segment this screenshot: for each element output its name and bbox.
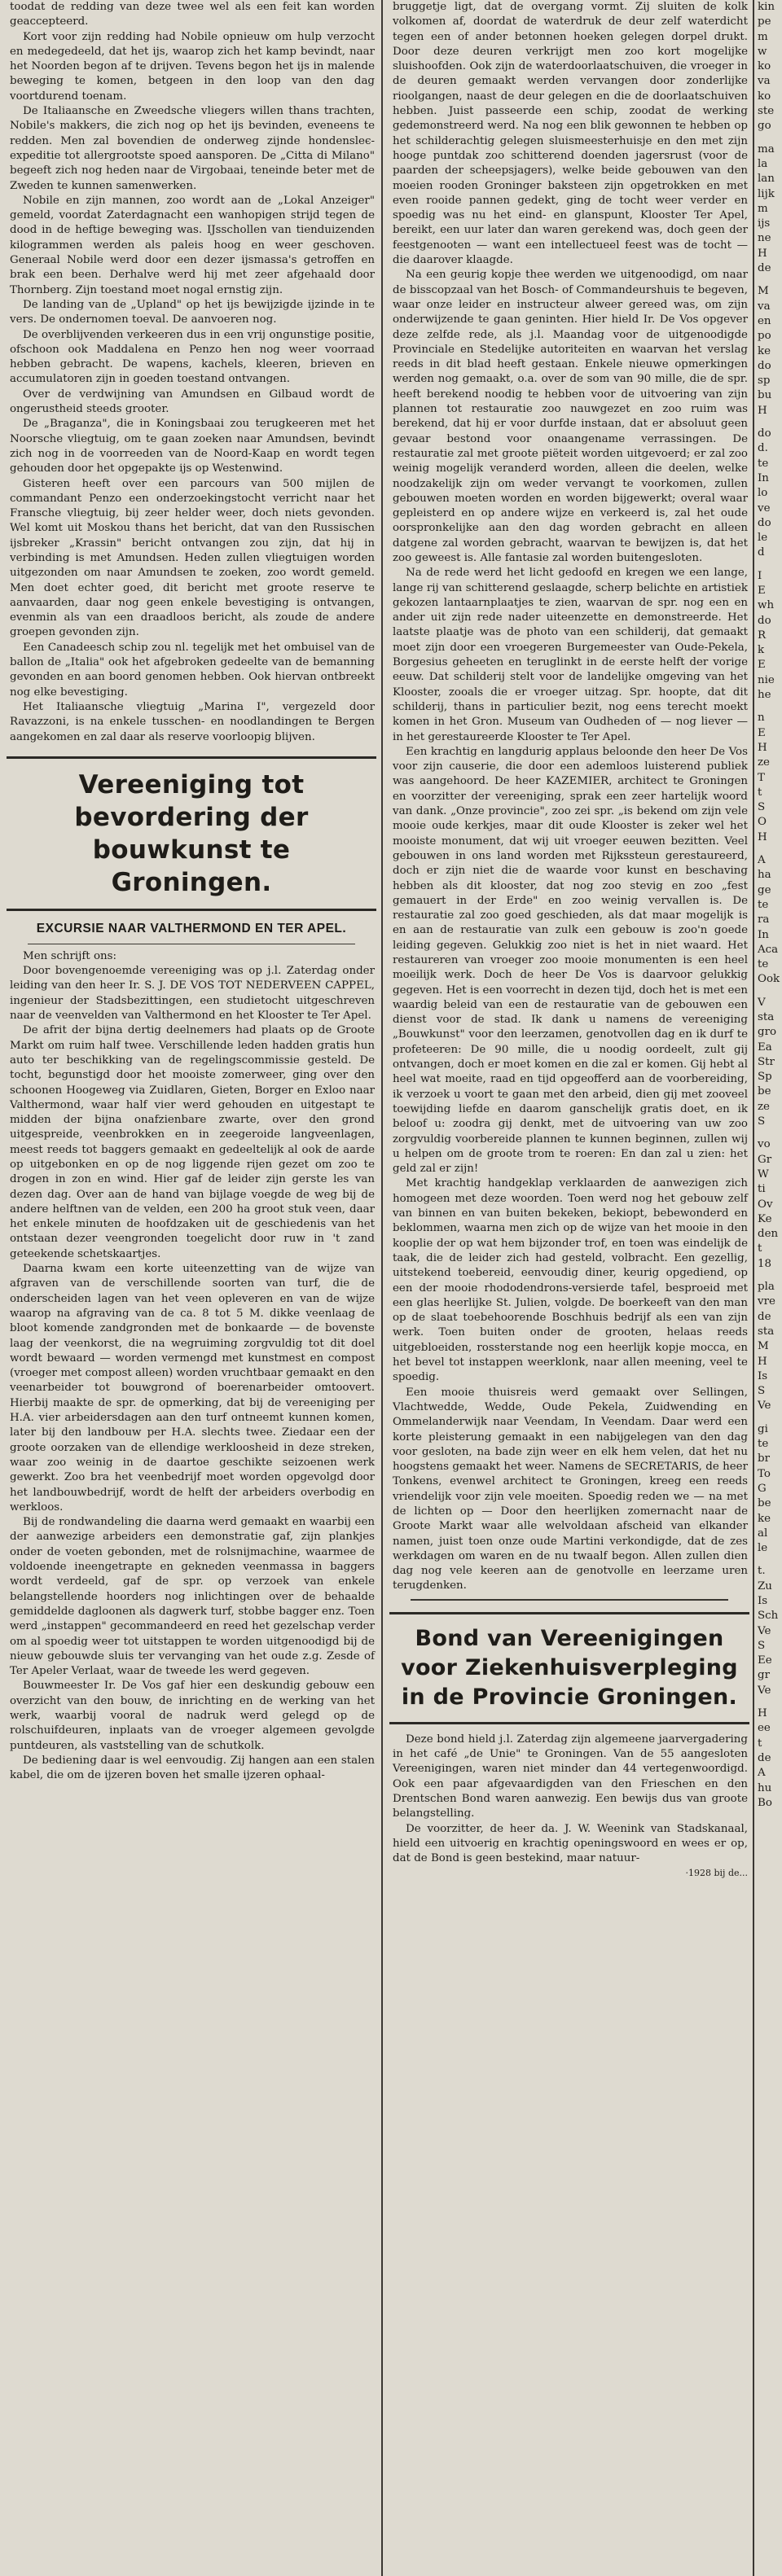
edge-text-fragment: de — [758, 262, 771, 275]
edge-text-fragment: S — [758, 801, 766, 814]
edge-text-fragment: vo — [758, 1138, 771, 1151]
column-middle — [386, 0, 753, 2576]
edge-text-fragment: G — [758, 1482, 767, 1495]
footer-fragment: ·1928 bij de... — [685, 1868, 748, 1879]
edge-text-fragment: Ke — [758, 1212, 772, 1225]
edge-text-fragment: Ve — [758, 1624, 771, 1637]
paragraph: Deze bond hield j.l. Zaterdag zijn algemeene jaarvergadering in het café „de Unie" te Groningen. Van de 55 aangesloten Vereenigingen, waren niet minder dan 44 vertegenwoordigd. Ook een paar afgevaardigden van den Frieschen en den Drentschen Bond waren aanwezig. Een bewijs dus van groote belangstelling. — [393, 1733, 748, 1820]
edge-text-fragment: ze — [758, 1100, 770, 1113]
edge-text-fragment: H — [758, 1355, 767, 1368]
edge-text-fragment: pe — [758, 15, 771, 28]
edge-text-fragment: gro — [758, 1026, 777, 1039]
edge-text-fragment: ste — [758, 105, 775, 118]
edge-text-fragment: Gr — [758, 1153, 772, 1166]
edge-text-fragment: wh — [758, 599, 775, 612]
edge-text-fragment: sp — [758, 375, 771, 388]
paragraph: Daarna kwam een korte uiteenzetting van de wijze van afgraven van de verschillende soorten van turf, die de onderscheiden lagen van het veen opleveren en van de wijze waarop na afgraving van de ca. 8 tot 5 M. dikke veenlaag de bloot komende zandgronden met de bonkaarde — de bovenste laag der veenkorst, die na wegruiming zorgvuldig tot dit doel wordt bewaard — worden vermengd met kunstmest en compost (vroeger met compost alleen) worden vruchtbaar gemaakt en den veenarbeider tot bouwgrond of boerenarbeider omtoovert. Hierbij maakte de spr. de opmerking, dat bij de vereeniging per H.A. vier arbeidersdagen aan den turf ontneemt kunnen komen, later bij den landbouw per H.A. slechts twee. Ziedaar een der groote oorzaken van de ellendige werkloosheid in deze streken, waar zoo weinig in de daartoe geschikte seizoenen werk gewerkt. Zoo bra het veenbedrijf moet worden opgevolgd door het landbouwbedrijf, wordt de helft der arbeiders overbodig en werkloos. — [10, 1263, 375, 1514]
column-rule — [381, 0, 383, 2576]
edge-text-fragment: br — [758, 1452, 770, 1465]
edge-text-fragment: R — [758, 629, 767, 642]
edge-text-fragment: Str — [758, 1055, 775, 1068]
edge-text-fragment: va — [758, 75, 771, 88]
edge-text-fragment: de — [758, 1751, 771, 1764]
edge-text-fragment: w — [758, 45, 767, 58]
article-headline-box — [7, 756, 376, 911]
edge-text-fragment: Ve — [758, 1400, 771, 1413]
edge-text-fragment: de — [758, 1310, 771, 1323]
edge-text-fragment: po — [758, 330, 771, 343]
edge-text-fragment: vre — [758, 1295, 775, 1308]
edge-text-fragment: Is — [758, 1594, 768, 1607]
paragraph: De bediening daar is wel eenvoudig. Zij hangen aan een stalen kabel, die om de ijzeren boven het smalle ijzeren ophaal- — [10, 1754, 375, 1782]
edge-text-fragment: hu — [758, 1781, 772, 1794]
edge-text-fragment: S — [758, 1115, 766, 1128]
edge-text-fragment: lo — [758, 487, 768, 500]
edge-text-fragment: ge — [758, 883, 771, 896]
edge-text-fragment: Sp — [758, 1071, 772, 1084]
paragraph: Met krachtig handgeklap verklaarden de aanwezigen zich homogeen met deze woorden. Toen werd nog het gebouw zelf van binnen en van buiten bekeken, bekiopt, bebewonderd en beklommen, waarna men zich op de wijze van het mooie in den kooplie der op wat hem bijzonder trof, en toen was eindelijk de taak, die de leider zich had gesteld, volbracht. Een gezellig, uitstekend toebereid, eenvoudig diner, keurig opgediend, op een der mooie rhododendrons-versierde tafel, besproeid met een glas heerlijke St. Julien, volgde. De boerkeeft van den man op de slaat toebehoorende Boschhuis bedrijf als een van zijn werk. Toen buiten onder de grooten, helaas reeds uitgebloeiden, rossterstande nog een heerlijk kopje mocca, en het bevel tot instappen weerklonk, naar allen meening, veel te spoedig. — [393, 1177, 748, 1384]
edge-text-fragment: pla — [758, 1281, 775, 1294]
edge-text-fragment: In — [758, 928, 769, 941]
edge-text-fragment: Ee — [758, 1654, 772, 1667]
edge-text-fragment: m — [758, 202, 768, 215]
paragraph: Men schrijft ons: — [23, 949, 117, 962]
edge-text-fragment: kin — [758, 1, 775, 13]
edge-text-fragment: E — [758, 659, 766, 672]
article-headline-box — [389, 1612, 749, 1724]
paragraph: bruggetje ligt, dat de overgang vormt. Zij sluiten de kolk volkomen af, doordat de waterdruk de deur zelf waterdicht tegen een of ander betonnen hoeken gelegen dorpel drukt. Door deze deuren verkrijgt men zoo kort mogelijke sluishoofden. Ook zijn de waterdoorlaatschuiven, die vroeger in de deuren gemaakt werden vervangen door zonderlijke rioolgangen, naast de deur gelegen en die de doorlaatschuiven hebben. Juist passeerde een schip, zoodat de werking gedemonstreerd werd. Na nog een blik gewonnen te hebben op het schilderachtig gelegen sluismeesterhuisje en den met zijn hooge puntdak zoo schitterend doenden jagersrust (voor de paarden der scheepsjagers), welke beide gebouwen van den moeien rooden Groninger baksteen zijn opgetrokken en met even rooide pannen gedekt, ging de tocht weer verder en spoedig was nu het eind- en glanspunt, Klooster Ter Apel, bereikt, een uur later dan waren gerekend was, doch geen der feestgenooten — want een intellectueel feest was de tocht — die daarover klaagde. — [393, 1, 748, 267]
edge-text-fragment: t — [758, 1737, 762, 1750]
edge-text-fragment: do — [758, 359, 771, 372]
edge-text-fragment: E — [758, 584, 766, 597]
edge-text-fragment: A — [758, 854, 766, 867]
edge-text-fragment: H — [758, 404, 767, 417]
edge-text-fragment: T — [758, 771, 765, 784]
edge-text-fragment: ijs — [758, 217, 771, 230]
paragraph: Na een geurig kopje thee werden we uitgenoodigd, om naar de bisscopzaal van het Bosch- of Commandeurshuis te begeven, waar onze leider en instructeur alweer gereed was, om zijn onderwijzende te gaan geninten. Hier hield Ir. De Vos opgever deze zelfde rede, als j.l. Maandag voor de uitgenoodigde Provinciale en Stedelijke autoriteiten en waarvan het verslag reeds in dit blad heeft gestaan. Enkele nieuwe opmerkingen werden nog gemaakt, o.a. over de som van 90 mille, die de spr. heeft berekend noodig te hebben voor de uitvoering van zijn plannen tot restauratie zoo nauwgezet en zoo ruim was berekend, dat hij er voor durfde instaan, dat er absoluut geen gevaar bestond voor onaangename verrassingen. De restauratie zal met groote piëteit worden uitgevoerd; er zal zoo weinig mogelijk veranderd worden, alleen die deelen, welke noodzakelijk zijn om weder vervangt te voorkomen, zullen gebouwen moeten worden en worden bijgewerkt; overal waar gepleisterd en op andere wijze en verkeerd is, zal het oude oorspronkelijke aan den dag worden gebracht en alleen datgene zal worden gebracht, waarvan te bewijzen is, dat het zoo geweest is. Alle fantasie zal worden buitengesloten. — [393, 269, 748, 564]
article-headline: Vereeniging tot bevordering der bouwkunst te Groningen. — [74, 769, 309, 897]
edge-text-fragment: W — [758, 1168, 769, 1181]
edge-text-fragment: 18 — [758, 1257, 772, 1270]
paragraph: Door bovengenoemde vereeniging was op j.l. Zaterdag onder leiding van den heer Ir. S. J. DE VOS TOT NEDERVEEN CAPPEL, ingenieur der Stadsbezittingen, een studietocht uitgeschreven naar de veenvelden van Valthermond en het Klooster te Ter Apel. — [10, 965, 375, 1023]
edge-text-fragment: ha — [758, 869, 771, 882]
paragraph: De landing van de „Upland" op het ijs bewijzigde ijzinde in te vers. De ondernomen toeval. De aanvoeren nog. — [10, 298, 375, 326]
paragraph: De overblijvenden verkeeren dus in een vrij ongunstige positie, ofschoon ook Maddalena en Penzo hen nog weer voorraad hebben gebracht. De wapens, kachels, kleeren, brieven en accumulatoren zijn in goeden toestand ontvangen. — [10, 328, 375, 386]
paragraph: De „Braganza", die in Koningsbaai zou terugkeeren met het Noorsche vliegtuig, om te gaan zoeken naar Amundsen, bevindt zich nog in de voorreeden van de Noord-Kaap en wordt tegen gehouden door het opgepakte ijs op Westenwind. — [10, 418, 375, 475]
edge-text-fragment: lan — [758, 173, 775, 186]
edge-text-fragment: te — [758, 958, 769, 971]
edge-text-fragment: Bo — [758, 1796, 772, 1809]
edge-text-fragment: Ov — [758, 1198, 773, 1211]
column-rule — [753, 0, 754, 2576]
edge-text-fragment: A — [758, 1767, 766, 1780]
edge-text-fragment: ne — [758, 232, 771, 245]
edge-text-fragment: ee — [758, 1722, 771, 1735]
edge-text-fragment: Aca — [758, 943, 779, 956]
edge-text-fragment: do — [758, 427, 771, 440]
edge-text-fragment: Is — [758, 1369, 768, 1382]
edge-text-fragment: sta — [758, 1011, 775, 1023]
edge-text-fragment: O — [758, 816, 767, 829]
edge-text-fragment: t — [758, 786, 762, 799]
edge-text-fragment: M — [758, 285, 769, 298]
edge-text-fragment: do — [758, 516, 771, 529]
edge-text-fragment: E — [758, 726, 766, 739]
edge-text-fragment: ke — [758, 1512, 771, 1525]
paragraph: Een Canadeesch schip zou nl. tegelijk met het ombuisel van de ballon de „Italia" ook het afgebroken gedeelte van de bemanning gevonden en aan boord genomen hebben. Ook hiervan ontbreekt nog elke bevestiging. — [10, 641, 375, 699]
edge-text-fragment: al — [758, 1527, 768, 1540]
edge-text-fragment: bu — [758, 389, 772, 402]
edge-text-fragment: ko — [758, 60, 771, 73]
paragraph: Het Italiaansche vliegtuig „Marina I", vergezeld door Ravazzoni, is na enkele tusschen- en noodlandingen te Bergen aangekomen en zal daar als reserve voorloopig blijven. — [10, 700, 375, 743]
paragraph: Na de rede werd het licht gedoofd en kregen we een lange, lange rij van schitterend geslaagde, scherp belichte en artistiek gekozen lantaarnplaatjes te zien, waarvan de spr. nog een en ander uit zijn rede nader uiteenzette en demonstreerde. Het laatste plaatje was de photo van een schilderij, dat gemaakt moet zijn door een vroegeren Burgemeester van Oude-Pekela, Borgesius geheeten en teruglinkt in de eerste helft der vorige eeuw. Dat schilderij stelt voor de landelijke omgeving van het Klooster, zooals die er vroeger uitzag. Spr. hoopte, dat dit schilderij, thans in particulier bezit, nog eens terecht moekt komen in het Gron. Museum van Oudheden of — nog liever — in het gerestaureerde Klooster te Ter Apel. — [393, 567, 748, 743]
edge-text-fragment: ve — [758, 502, 771, 515]
edge-text-fragment: te — [758, 898, 769, 911]
edge-text-fragment: le — [758, 1542, 768, 1555]
divider — [411, 1599, 728, 1601]
paragraph: Bouwmeester Ir. De Vos gaf hier een deskundig gebouw een overzicht van den bouw, de inrichting en de werking van het werk, waarbij vooral de nadruk werd gelegd op de rolschuifdeuren, inplaats van de vroeger algemeen gevolgde puntdeuren, als vaststelling van de schutkolk. — [10, 1680, 375, 1752]
edge-text-fragment: t — [758, 1242, 762, 1255]
edge-text-fragment: lijk — [758, 187, 775, 200]
edge-text-fragment: V — [758, 996, 766, 1009]
edge-text-fragment: te — [758, 457, 769, 470]
edge-text-fragment: ra — [758, 913, 770, 927]
edge-text-fragment: I — [758, 569, 762, 582]
edge-text-fragment: In — [758, 471, 769, 484]
edge-text-fragment: be — [758, 1497, 771, 1510]
paragraph: Nobile en zijn mannen, zoo wordt aan de „Lokal Anzeiger" gemeld, voordat Zaterdagnacht een wanhopigen strijd tegen de dood in de heftige beweging was. IJsschollen van tienduizenden kilogrammen werden als paleis hoog en weer geschoven. Generaal Nobile werd door een dezer ijsmassa's getroffen en brak een been. Derhalve werd hij met zeer afgehaald door Thornberg. Zijn toestand moet nogal ernstig zijn. — [10, 194, 375, 296]
edge-text-fragment: m — [758, 30, 768, 43]
edge-text-fragment: H — [758, 830, 767, 843]
edge-text-fragment: te — [758, 1438, 769, 1451]
edge-text-fragment: sta — [758, 1325, 775, 1338]
edge-text-fragment: be — [758, 1085, 771, 1098]
article-subhead: EXCURSIE NAAR VALTHERMOND EN TER APEL. — [36, 921, 347, 935]
article-headline: Bond van Vereenigingen voor Ziekenhuisverpleging in de Provincie Groningen. — [401, 1625, 738, 1710]
paragraph: Gisteren heeft over een parcours van 500 mijlen de commandant Penzo een onderzoekingstocht verricht naar het Fransche vliegtuig, bij zeer helder weer, doch niets gevonden. Wel komt uit Moskou thans het bericht, dat van den Russischen ijsbreker „Krassin" bericht ontvangen zou zijn, dat hij in verbinding is met Amundsen. Heden zullen vliegtuigen worden uitgezonden om naar Amundsen te zoeken, zoo wordt gemeld. Men doet echter goed, dit bericht met groote reserve te aanvaarden, daar nog geen enkele bevestiging is ontvangen, evenmin als van een draadloos bericht, als zoude de andere groepen gevonden zijn. — [10, 477, 375, 639]
edge-text-fragment: la — [758, 157, 768, 170]
paragraph: De voorzitter, de heer da. J. W. Weenink van Stadskanaal, hield een uitvoerig en krachtig openingswoord en wees er op, dat de Bond is geen bestekind, maar natuur- — [393, 1822, 748, 1865]
edge-text-fragment: ma — [758, 142, 775, 156]
paragraph: Een mooie thuisreis werd gemaakt over Sellingen, Vlachtwedde, Wedde, Oude Pekela, Zuidwending en Ommelanderwijk naar Veendam, In Veendam. Daar werd een korte pleisterung gemaakt in een nabijgelegen van den dag voor gesloten, na bade zijn weer en elk hem velen, dat het nu hoogstens gemaakt het weer. Namens de SECRETARIS, de heer Tonkens, evenwel architect te Groningen, kreeg een reeds vriendelijk voor zijn vele moeiten. Spoedig reden we — na met de lichten op — Door den heerlijken zomernacht naar de Groote Markt waar alle welvoldaan afscheid van elkander namen, juist toen onze oude Martini verkondigde, dat de zes werkdagen om waren en de nu twaalf begon. Allen zullen dien dag nog vele keeren aan de genotvolle en leerzame uren terugdenken. — [393, 1386, 748, 1592]
edge-text-fragment: ti — [758, 1183, 766, 1196]
edge-text-fragment: H — [758, 741, 767, 754]
edge-text-fragment: S — [758, 1385, 766, 1398]
paragraph: Bij de rondwandeling die daarna werd gemaakt en waarbij een der aanwezige arbeiders een demonstratie gaf, zijn plankjes onder de voeten gebonden, met de rolsnijmachine, waarmee de voldoende ineengetrapte en gekneden veenmassa in baggers wordt verdeeld, gaf de spr. op verzoek van enkele belangstellende hoorders nog inlichtingen over de behaalde gemiddelde dagloonen als dagwerk turf, stobbe bagger enz. Toen werd „instappen" gecommandeerd en reed het gezelschap verder om al spoedig weer tot uitstappen te worden uitgenoodigd bij de nieuw gebouwde sluis ter vervanging van het oude z.g. Zesde of Ter Apeler Verlaat, waar de tweede les werd gegeven. — [10, 1516, 375, 1678]
edge-text-fragment: va — [758, 300, 771, 313]
edge-text-fragment: M — [758, 1340, 769, 1353]
edge-text-fragment: ke — [758, 344, 771, 357]
edge-text-fragment: he — [758, 689, 771, 702]
edge-text-fragment: Ook — [758, 973, 780, 986]
edge-text-fragment: Zu — [758, 1579, 772, 1592]
edge-text-fragment: H — [758, 1707, 767, 1720]
edge-text-fragment: d — [758, 546, 765, 559]
edge-text-fragment: ko — [758, 90, 771, 103]
edge-text-fragment: nie — [758, 673, 775, 686]
edge-text-fragment: t. — [758, 1565, 766, 1578]
edge-text-fragment: d. — [758, 442, 768, 455]
edge-text-fragment: do — [758, 614, 771, 627]
edge-text-fragment: H — [758, 247, 767, 260]
column-right-edge — [756, 0, 782, 2576]
edge-text-fragment: Ve — [758, 1684, 771, 1697]
paragraph: Een krachtig en langdurig applaus beloonde den heer De Vos voor zijn causerie, die door een ademloos luisterend publiek was aangehoord. De heer KAZEMIER, architect te Groningen en voorzitter der vereeniging, sprak een zeer hartelijk woord van dank. „Onze provincie", zoo zei spr. „is bekend om zijn vele mooie oude kerkjes, maar dit oude Klooster is zeker wel het mooiste monument, dat wij uit vroeger eeuwen bezitten. Veel gebouwen in ons land worden met Rijkssteun gerestaureerd, doch er zijn niet die de waarde voor kunst en beschaving hebben als dit klooster, dat nog zoo stevig en zoo „fest gemauert in der Erde" en zoo weinig vervallen is. De restauratie zal zoo goed geschieden, als dat maar mogelijk is en aan de restauratie van zulk een gebouw is zoo'n goede leiding gegeven. Gelukkig zoo niet is het in niet waard. Het restaureren van vroeger zoo mooie monumenten is een heel moeilijk werk. Doch de heer De Vos is daarvoor gelukkig gegeven. Het is een voorrecht in dezen tijd, doch het is met een waardig beleid van een de restauratie van de gebouwen een dienst voor de stad. Ik dank u namens de vereeniging „Bouwkunst" voor den leerzamen, genotvollen dag en ik durf te profeteeren: De 90 mille, die u noodig oordeelt, zult gij ontvangen, doch er moet komen en die zal er komen. Gij hebt al heel wat moeite, raad en tijd opgeofferd aan de voorbereiding, ik verzoek u voort te gaan met den arbeid, dien gij met zooveel toewijding liefde en daarom ganschelijk gratis doet, en ik beloof u: zoodra gij denkt, met de uitvoering van uw zoo zorgvuldig voorbereide plannen te kunnen beginnen, zullen wij u helpen om de groote trom te roeren: En dan zal u zien: het geld zal er zijn! — [393, 745, 748, 1176]
paragraph: De afrit der bijna dertig deelnemers had plaats op de Groote Markt om ruim half twee. Verschillende leden hadden gratis hun auto ter beschikking van de regelingscommissie gesteld. De tocht, begunstigd door het mooiste zomerweer, ging over den schoonen Hoogeweg via Zuidlaren, Gieten, Borger en Exloo naar Valthermond, waar half vier werd gehouden en uitgestapt te midden der bijna onafzienbare zwarte, over den grond uitgespreide, veenbrokken en in zeegeroide langveenlagen, meest reeds tot baggers gemaakt en gedeeltelijk al ook de aarde op uitgebonken en op de nog liggende rijen gezet om zoo te drogen in zon en wind. Hier gaf de leider zijn gerste les van dezen dag. Over aan de hand van bijlage voegde de weg bij de andere helftnen van de velden, een 200 ha groot stuk veen, daar het enkele minuten de hoofdzaken uit de geschiedenis van het ontstaan dezer veengronden toegelicht door ruw in 't zand geteekende schetskaartjes. — [10, 1024, 375, 1260]
column-left — [3, 0, 380, 2576]
edge-text-fragment: ze — [758, 756, 770, 769]
edge-text-fragment: n — [758, 712, 765, 725]
edge-text-fragment: en — [758, 314, 771, 327]
edge-text-fragment: S — [758, 1639, 766, 1652]
edge-text-fragment: Ea — [758, 1040, 772, 1054]
edge-text-fragment: gi — [758, 1422, 768, 1435]
paragraph: toodat de redding van deze twee wel als een feit kan worden geaccepteerd. — [10, 1, 375, 28]
edge-text-fragment: Sch — [758, 1610, 779, 1623]
edge-text-fragment: le — [758, 532, 768, 545]
edge-text-fragment: gr — [758, 1669, 770, 1682]
paragraph: De Italiaansche en Zweedsche vliegers willen thans trachten, Nobile's makkers, die zich nog op het ijs bevinden, eveneens te redden. Men zal bovendien de onderweg zijnde hondensleє-expeditie tot allergrootste spoed aansporen. De „Citta di Milano" begeeft zich nog heden naar de Virgobaai, teneinde beter met de Zweden te kunnen samenwerken. — [10, 105, 375, 192]
edge-text-fragment: k — [758, 644, 765, 657]
paragraph: Kort voor zijn redding had Nobile opnieuw om hulp verzocht en medegedeeld, dat het ijs, waarop zich het kamp bevindt, naar het Noorden begon af te drijven. Tevens begon het ijs in malende beweging te komen, betgeen in den loop van den dag voortdurend toenam. — [10, 30, 375, 103]
edge-text-fragment: go — [758, 120, 771, 133]
edge-text-fragment: den — [758, 1228, 779, 1241]
paragraph: Over de verdwijning van Amundsen en Gilbaud wordt de ongerustheid steeds grooter. — [10, 388, 375, 416]
edge-text-fragment: To — [758, 1467, 771, 1480]
